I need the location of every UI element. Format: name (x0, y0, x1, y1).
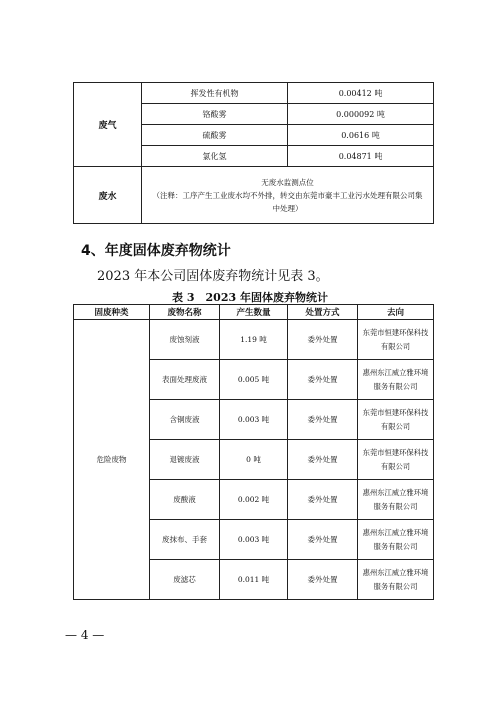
waste-name: 废蚀刻液 (150, 320, 220, 360)
category-wastewater: 废水 (74, 167, 142, 224)
waste-name: 废酸液 (150, 480, 220, 520)
pollutant-name: 铬酸雾 (142, 104, 288, 125)
disposal-method: 委外处置 (288, 480, 358, 520)
table-caption: 表 3 2023 年固体废弃物统计 (172, 291, 328, 304)
pollutant-name: 氯化氢 (142, 146, 288, 167)
header-waste-category: 固废种类 (74, 305, 150, 320)
waste-amount: 0.002 吨 (220, 480, 288, 520)
waste-amount: 0.005 吨 (220, 360, 288, 400)
waste-name: 废滤芯 (150, 560, 220, 600)
waste-amount: 1.19 吨 (220, 320, 288, 360)
pollutant-amount: 0.00412 吨 (288, 83, 434, 104)
waste-name: 废抹布、手套 (150, 520, 220, 560)
solid-waste-table (73, 304, 434, 600)
table-header-row (74, 305, 434, 320)
intro-paragraph: 2023 年本公司固体废弃物统计见表 3。 (97, 269, 329, 284)
destination: 惠州东江威立雅环境服务有限公司 (358, 480, 434, 520)
table-row (74, 83, 434, 104)
header-destination: 去向 (358, 305, 434, 320)
waste-amount: 0 吨 (220, 440, 288, 480)
emissions-table-continued (73, 82, 434, 224)
header-quantity: 产生数量 (220, 305, 288, 320)
pollutant-amount: 0.000092 吨 (288, 104, 434, 125)
pollutant-name: 挥发性有机物 (142, 83, 288, 104)
waste-category: 危险废物 (74, 320, 150, 600)
waste-amount: 0.011 吨 (220, 560, 288, 600)
header-disposal-method: 处置方式 (288, 305, 358, 320)
table-row (74, 167, 434, 224)
waste-amount: 0.003 吨 (220, 520, 288, 560)
table-row (74, 320, 434, 360)
pollutant-amount: 0.0616 吨 (288, 125, 434, 146)
header-waste-name: 废物名称 (150, 305, 220, 320)
destination: 惠州东江威立雅环境服务有限公司 (358, 520, 434, 560)
destination: 东莞市恒建环保科技有限公司 (358, 440, 434, 480)
disposal-method: 委外处置 (288, 360, 358, 400)
destination: 东莞市恒建环保科技有限公司 (358, 400, 434, 440)
destination: 惠州东江威立雅环境服务有限公司 (358, 560, 434, 600)
pollutant-name: 硫酸雾 (142, 125, 288, 146)
wastewater-status: 无废水监测点位 (261, 177, 314, 187)
category-exhaust-gas: 废气 (74, 83, 142, 167)
pollutant-amount: 0.04871 吨 (288, 146, 434, 167)
destination: 东莞市恒建环保科技有限公司 (358, 320, 434, 360)
wastewater-note (142, 167, 434, 224)
disposal-method: 委外处置 (288, 320, 358, 360)
destination: 惠州东江威立雅环境服务有限公司 (358, 360, 434, 400)
waste-name: 退镀废液 (150, 440, 220, 480)
waste-name: 表面处理废液 (150, 360, 220, 400)
waste-name: 含铜废液 (150, 400, 220, 440)
disposal-method: 委外处置 (288, 520, 358, 560)
wastewater-annotation: （注释：工序产生工业废水均不外排，转交由东莞市豪丰工业污水处理有限公司集中处理） (152, 190, 423, 213)
disposal-method: 委外处置 (288, 440, 358, 480)
disposal-method: 委外处置 (288, 400, 358, 440)
disposal-method: 委外处置 (288, 560, 358, 600)
section-heading: 4、年度固体废弃物统计 (81, 243, 231, 259)
page-number: — 4 — (65, 628, 105, 642)
waste-amount: 0.003 吨 (220, 400, 288, 440)
